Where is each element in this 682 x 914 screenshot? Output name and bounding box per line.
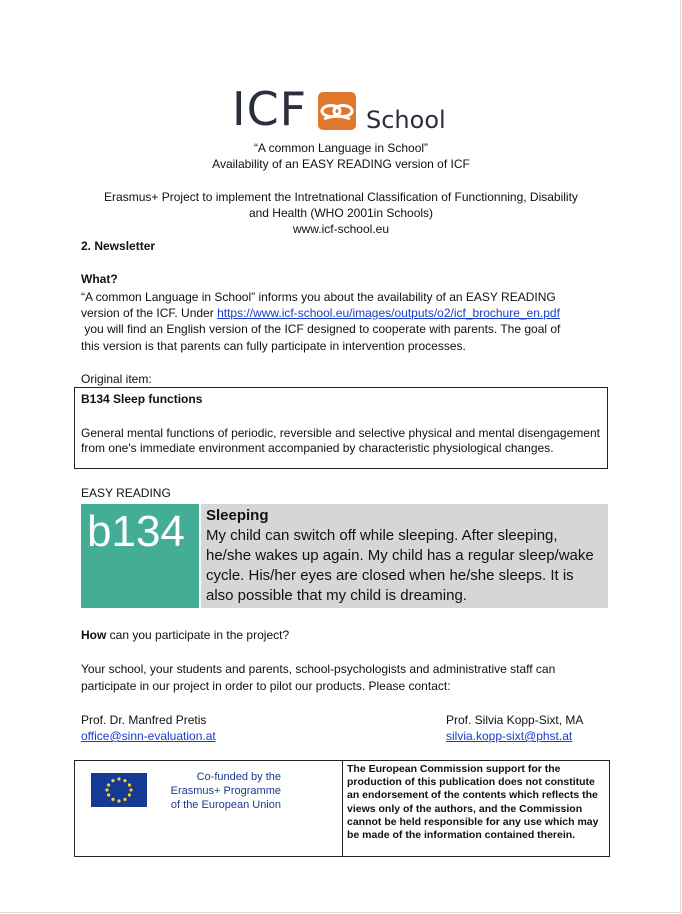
- what-line-3: you will find an English version of the ICF designed to cooperate with parents. The goal of: [81, 322, 561, 336]
- original-item-label: Original item:: [81, 372, 152, 386]
- participate-heading-bold: How: [81, 628, 107, 642]
- eu-cofunded-text: [155, 770, 281, 812]
- participate-heading: [81, 627, 289, 643]
- newsletter-heading: 2. Newsletter: [81, 239, 156, 253]
- what-line-1: “A common Language in School” informs you about the availability of an EASY READING: [81, 290, 556, 304]
- icf-school-logo: [232, 82, 462, 136]
- logo-icf-text: ICF: [232, 82, 308, 136]
- what-line-4: this version is that parents can fully participate in intervention processes.: [81, 339, 466, 353]
- original-item-box: [74, 387, 608, 469]
- eu-disclaimer: The European Commission support for the production of this publication does not constitute an endorsement of the contents which reflects the views only of the authors, and the Commission cannot be held responsible for any use which may be made of the information contained therein.: [347, 763, 599, 842]
- participate-line-2: participate in our project in order to pilot our products. Please contact:: [81, 679, 451, 693]
- what-line-2-prefix: version of the ICF. Under: [81, 306, 218, 320]
- logo-knot-icon: [318, 92, 356, 130]
- original-item-description: General mental functions of periodic, reversible and selective physical and mental disengagement from one's immediate environment accompanied by characteristic physiological changes.: [81, 426, 600, 455]
- easy-reading-label: EASY READING: [81, 486, 171, 500]
- contact-left-name: Prof. Dr. Manfred Pretis: [81, 713, 207, 727]
- subtitle: Availability of an EASY READING version of ICF: [212, 157, 470, 171]
- contact-right-email[interactable]: silvia.kopp-sixt@phst.at: [446, 729, 573, 743]
- eu-flag-icon: [91, 773, 147, 807]
- eu-line-2: Erasmus+ Programme: [170, 785, 281, 797]
- eu-line-1: Co-funded by the: [196, 771, 281, 783]
- what-line-2: [81, 305, 560, 321]
- footer-divider: [342, 761, 343, 856]
- easy-reading-code: b134: [81, 504, 199, 608]
- original-item-title: B134 Sleep functions: [81, 392, 203, 406]
- contact-right-name: Prof. Silvia Kopp-Sixt, MA: [446, 713, 584, 727]
- brochure-link[interactable]: https://www.icf-school.eu/images/outputs/o2/icf_brochure_en.pdf: [217, 306, 560, 320]
- funding-footer: [74, 760, 610, 857]
- project-line-2: and Health (WHO 2001in Schools): [248, 206, 434, 220]
- eu-line-3: of the European Union: [170, 799, 281, 811]
- project-line-1: Erasmus+ Project to implement the Intretnational Classification of Functionning, Disability: [104, 190, 578, 204]
- easy-reading-title: Sleeping: [206, 507, 269, 524]
- contact-left-email[interactable]: office@sinn-evaluation.at: [81, 729, 216, 743]
- easy-reading-text: My child can switch off while sleeping. After sleeping, he/she wakes up again. My child has a regular sleep/wake cycle. His/her eyes are closed when he/she sleeps. It is also possible that my child is dreaming.: [206, 527, 594, 604]
- tagline: “A common Language in School”: [253, 141, 429, 155]
- website-text: www.icf-school.eu: [292, 222, 390, 236]
- what-heading: What?: [81, 272, 118, 286]
- participate-line-1: Your school, your students and parents, school-psychologists and administrative staff can: [81, 662, 556, 676]
- easy-reading-panel: [201, 504, 608, 608]
- logo-school-text: School: [366, 106, 446, 134]
- participate-heading-rest: can you participate in the project?: [106, 628, 290, 642]
